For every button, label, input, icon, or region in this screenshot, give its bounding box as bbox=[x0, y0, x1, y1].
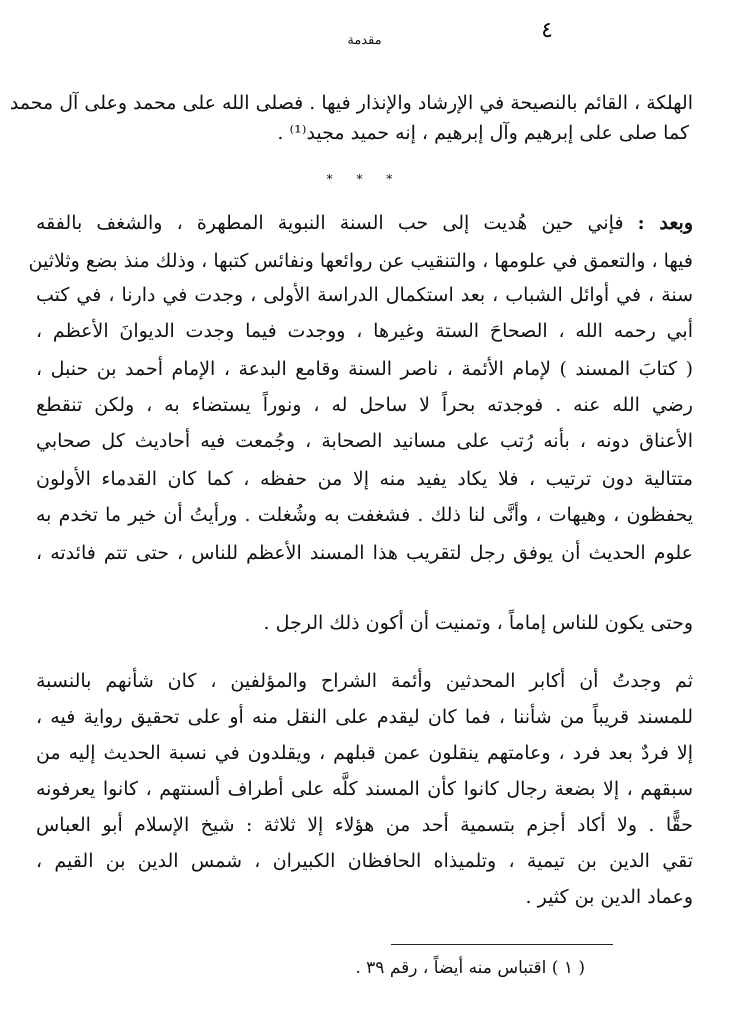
body-line: أبي رحمه الله ، الصحاحَ الستة وغيرها ، ووجدت فيما وجدت الديوانَ الأعظم ، bbox=[36, 320, 693, 342]
body-line: وعماد الدين بن كثير . bbox=[525, 886, 693, 908]
body-line: رضي الله عنه . فوجدته بحراً لا ساحل له ، ونوراً يستضاء به ، ولكن تنقطع bbox=[36, 394, 693, 416]
body-line: علوم الحديث أن يوفق رجل لتقريب هذا المسند الأعظم للناس ، حتى تتم فائدته ، bbox=[36, 542, 693, 564]
body-line: فيها ، والتعمق في علومها ، والتنقيب عن روائعها ونفائس كتبها ، وذلك منذ بضع وثلاثين bbox=[28, 250, 693, 272]
body-line: سبقهم ، إلا بضعة رجال كانوا كأن المسند كلَّه على أطراف ألسنتهم ، كانوا يعرفونه bbox=[36, 778, 693, 800]
body-line: وحتى يكون للناس إماماً ، وتمنيت أن أكون ذلك الرجل . bbox=[263, 612, 693, 634]
body-line: حقًّا . ولا أكاد أجزم بتسمية أحد من هؤلاء إلا ثلاثة : شيخ الإسلام أبو العباس bbox=[36, 814, 693, 836]
paragraph-first-line bbox=[36, 210, 693, 236]
page-number: ٤ bbox=[541, 18, 553, 43]
section-separator: * * * bbox=[326, 172, 403, 186]
first-line-text: فإني حين هُديت إلى حب السنة النبوية المطهرة ، والشغف بالفقه bbox=[36, 212, 638, 234]
body-line: إلا فردٌ بعد فرد ، وعامتهم ينقلون عمن قبلهم ، ويقلدون في نسبة الحديث إليه من bbox=[36, 742, 693, 764]
body-line: تقي الدين بن تيمية ، وتلميذاه الحافظان الكبيران ، شمس الدين بن القيم ، bbox=[36, 850, 693, 872]
footnote: ( ١ ) اقتباس منه أيضاً ، رقم ٣٩ . bbox=[355, 958, 585, 978]
intro-line: الهلكة ، القائم بالنصيحة في الإرشاد والإنذار فيها . فصلى الله على محمد وعلى آل محمد bbox=[9, 92, 693, 114]
body-line: للمسند قريباً من شأننا ، فما كان ليقدم على النقل منه أو على تحقيق رواية فيه ، bbox=[36, 706, 693, 728]
footnote-divider bbox=[391, 944, 613, 945]
lead-word: وبعد : bbox=[637, 212, 693, 234]
body-line: يحفظون ، وهيهات ، وأنَّى لنا ذلك . فشغفت به وشُغلت . ورأيتُ أن خير ما تخدم به bbox=[36, 504, 693, 526]
body-line: ثم وجدتُ أن أكابر المحدثين وأئمة الشراح والمؤلفين ، كان شأنهم بالنسبة bbox=[36, 670, 693, 692]
body-line: سنة ، في أوائل الشباب ، بعد استكمال الدراسة الأولى ، وجدت في دارنا ، في كتب bbox=[36, 284, 693, 306]
body-line: ( كتابَ المسند ) لإمام الأئمة ، ناصر السنة وقامع البدعة ، الإمام أحمد بن حنبل ، bbox=[36, 358, 693, 380]
intro-line: كما صلى على إبرهيم وآل إبرهيم ، إنه حميد مجيد⁽¹⁾ . bbox=[277, 122, 689, 144]
body-line: الأعناق دونه ، بأنه رُتب على مسانيد الصحابة ، وجُمعت فيه أحاديث كل صحابي bbox=[36, 430, 693, 452]
running-title: مقدمة bbox=[347, 33, 382, 48]
body-line: متتالية دون ترتيب ، فلا يكاد يفيد منه إلا من حفظه ، كما كان القدماء الأولون bbox=[36, 468, 693, 490]
